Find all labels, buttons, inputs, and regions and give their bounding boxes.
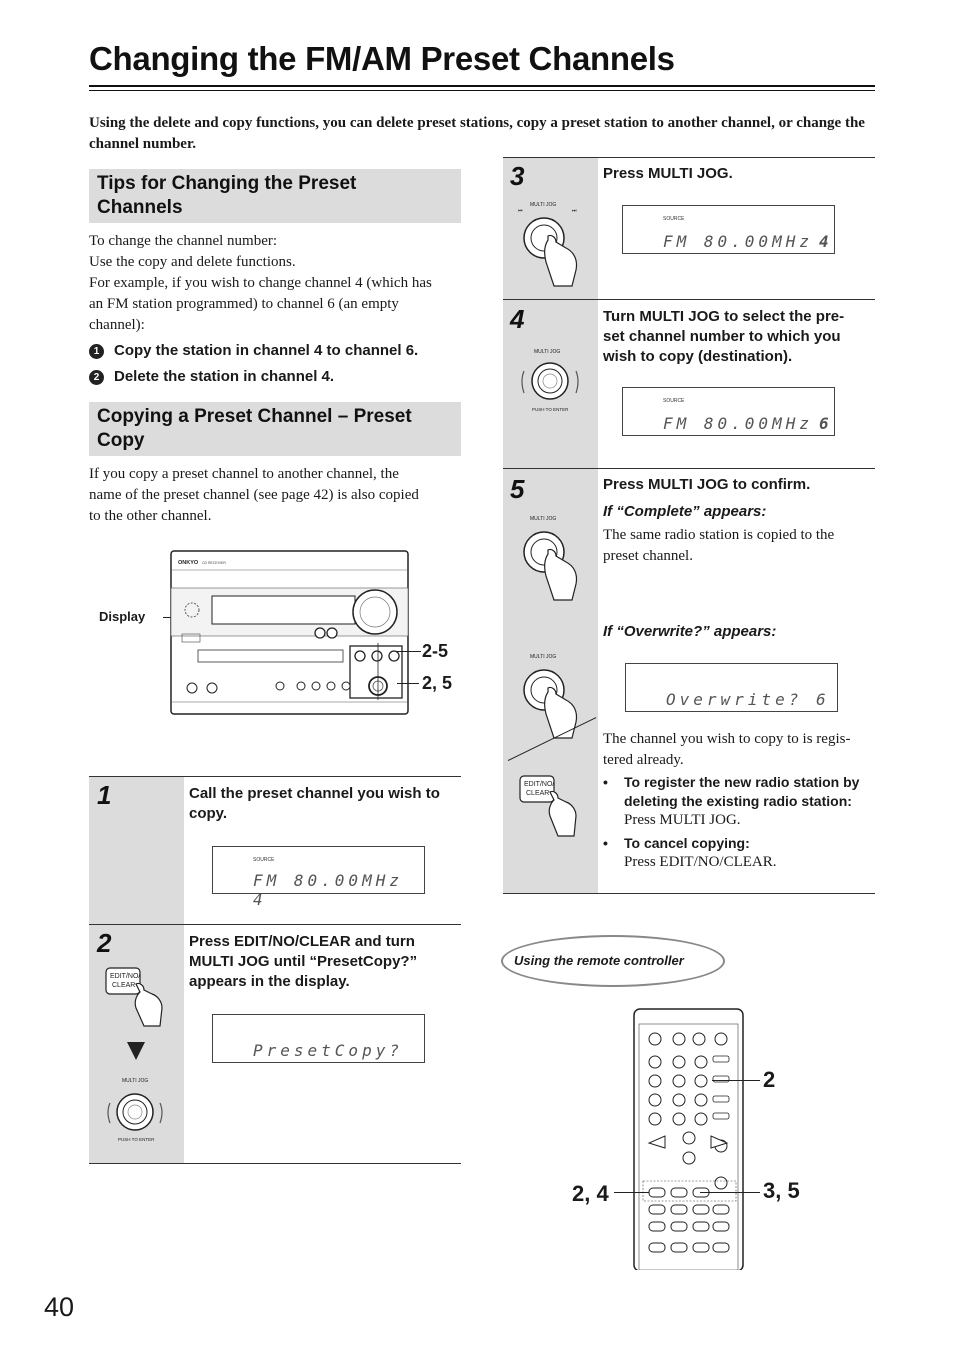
receiver-illustration [170,550,410,716]
svg-text:CLEAR: CLEAR [112,982,136,989]
remote-label-3-5: 3, 5 [763,1178,800,1203]
svg-text:MULTI JOG: MULTI JOG [534,349,561,355]
step-4-number: 4 [510,304,525,334]
complete-heading: If “Complete” appears: [603,503,767,520]
intro-text: Using the delete and copy functions, you can delete preset stations, copy a preset station to another channel, or change the channel number. [89,115,865,152]
page-number: 40 [44,1292,75,1322]
step-3-number: 3 [510,161,525,191]
step1-divider [89,924,461,925]
right-table-bottom [503,893,875,894]
callout-2-5: 2-5 [422,641,449,661]
remote-oval-label: Using the remote controller [514,953,684,968]
remote-illustration [633,1008,745,1270]
step3-divider [503,299,875,300]
callout-leader-b [397,683,419,684]
remote-label-2-4: 2, 4 [572,1181,609,1206]
callout-2-comma-5: 2, 5 [422,673,453,693]
svg-text:⏮: ⏮ [518,208,523,214]
step-2-number: 2 [97,928,112,958]
display-label: Display [99,609,146,624]
step-5-number: 5 [510,474,525,504]
edit-button-hand-icon-2 [514,770,588,840]
title-rule [89,85,875,87]
arrow-down-icon [125,1040,147,1062]
overwrite-heading: If “Overwrite?” appears: [603,623,777,640]
overwrite-note: The channel you wish to copy to is regis- tered already. [603,731,851,768]
multi-jog-press-icon [514,198,588,288]
svg-text:EDIT/NO/: EDIT/NO/ [524,781,555,788]
callout-leader-a [397,651,421,652]
step4-divider [503,468,875,469]
step-5-lcd: Overwrite? 6 [625,663,838,712]
tips-body: To change the channel number: Use the copy and delete functions. For example, if you wish to change channel 4 (which has an FM station programmed) to channel 6 (an empty channel): [89,233,432,333]
copying-body: If you copy a preset channel to another channel, the name of the preset channel (see page 42) is also copied to the other channel. [89,466,419,524]
svg-text:MULTI JOG: MULTI JOG [122,1078,149,1084]
step-1-lcd: SOURCE FM 80.00MHz 4 [212,846,425,894]
tips-item-2: 2 Delete the station in channel 4. [89,367,334,387]
svg-text:⏭: ⏭ [572,208,577,214]
svg-text:CD RECEIVER: CD RECEIVER [202,561,226,565]
step-2-text: Press EDIT/NO/CLEAR and turn MULTI JOG until “PresetCopy?” appears in the display. [189,933,418,990]
svg-text:CLEAR: CLEAR [526,790,550,797]
edit-button-hand-icon [100,962,174,1030]
step-4-text: Turn MULTI JOG to select the pre- set channel number to which you wish to copy (destination). [603,308,845,365]
complete-body: The same radio station is copied to the preset channel. [603,527,835,564]
step-4-lcd: SOURCE FM 80.00MHz 6 [622,387,835,436]
step-table-bottom [89,1163,461,1164]
page-title: Changing the FM/AM Preset Channels [89,40,675,77]
step-3-text: Press MULTI JOG. [603,165,733,182]
remote-leader-35 [700,1192,760,1193]
remote-label-2: 2 [763,1067,776,1092]
step-1-number: 1 [97,780,112,810]
svg-text:EDIT/NO/: EDIT/NO/ [110,973,141,980]
svg-text:MULTI JOG: MULTI JOG [530,654,557,660]
remote-leader-2 [712,1080,760,1081]
svg-text:ONKYO: ONKYO [178,560,199,566]
multi-jog-turn-icon [514,345,584,417]
remote-leader-24 [614,1192,649,1193]
multi-jog-press-icon-2 [514,512,588,602]
step-2-lcd: PresetCopy? [212,1014,425,1063]
svg-text:PUSH TO ENTER: PUSH TO ENTER [532,407,569,412]
tips-heading: Tips for Changing the Preset Channels [89,169,461,223]
step-1-text: Call the preset channel you wish to copy. [189,785,440,822]
multi-jog-knob-icon [102,1075,168,1145]
svg-text:MULTI JOG: MULTI JOG [530,202,557,208]
step-3-lcd: SOURCE FM 80.00MHz 4 [622,205,835,254]
title-rule-thin [89,90,875,91]
tips-item-1: 1 Copy the station in channel 4 to channel 6. [89,341,418,361]
step-5-text: Press MULTI JOG to confirm. [603,476,811,493]
copying-heading: Copying a Preset Channel – Preset Copy [89,402,461,456]
svg-text:PUSH TO ENTER: PUSH TO ENTER [118,1137,155,1142]
svg-text:MULTI JOG: MULTI JOG [530,516,557,522]
